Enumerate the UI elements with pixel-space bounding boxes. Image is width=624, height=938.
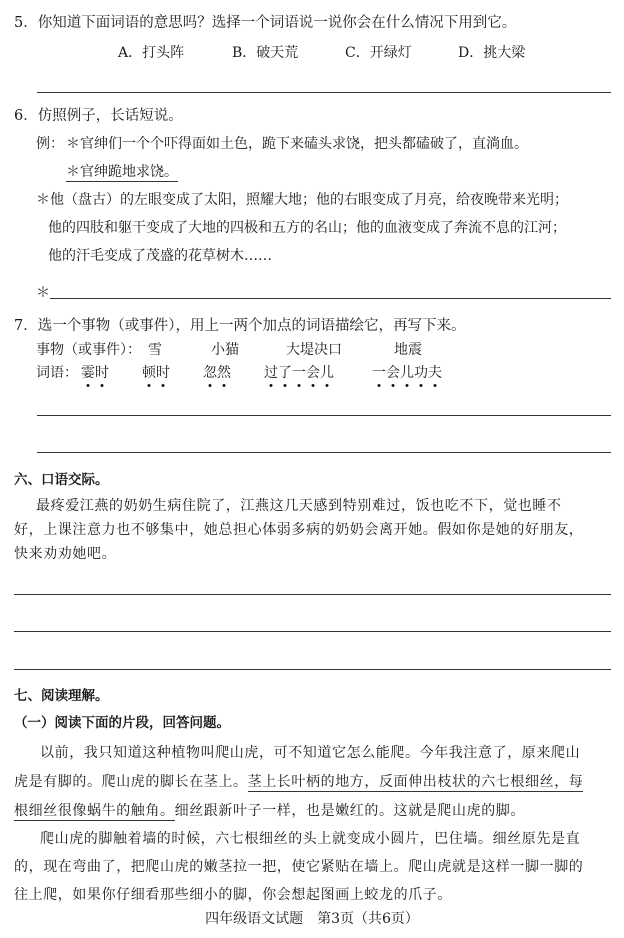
page-footer: 四年级语文试题 第3页（共6页）	[205, 911, 419, 927]
emphasis-dot-char: 顿	[142, 365, 156, 381]
q7-word-2-text	[142, 365, 170, 381]
emphasis-dot-char: 一	[372, 365, 386, 381]
q7-word-3	[203, 363, 231, 383]
q5-option-a: A．打头阵	[118, 45, 185, 61]
q6-title: 6．仿照例子，长话短说。	[14, 108, 183, 124]
q7-word-1	[81, 363, 109, 383]
emphasis-dot-char: 儿	[320, 365, 334, 381]
section6-answer-line-3[interactable]	[14, 669, 611, 670]
q6-task-line-3: 他的汗毛变成了茂盛的花草树木……	[48, 248, 272, 264]
q6-answer-line[interactable]	[50, 298, 611, 299]
q6-answer-marker: ＊	[36, 285, 50, 301]
section6-answer-line-1[interactable]	[14, 594, 611, 595]
q5-answer-line[interactable]	[37, 92, 611, 93]
section7-p1-line-3-underlined: 根细丝很像蜗牛的触角。	[14, 803, 175, 819]
q7-things-label: 事物（或事件）：	[36, 342, 141, 358]
section7-p1-line-1: 以前，我只知道这种植物叫爬山虎，可不知道它怎么能爬。今年我注意了，原来爬山	[40, 745, 581, 761]
q6-task-line-2: 他的四肢和躯干变成了大地的四极和五方的名山；他的血液变成了奔流不息的江河；	[48, 220, 566, 236]
emphasis-dot-char: 了	[278, 365, 292, 381]
q7-thing-1: 雪	[148, 342, 162, 358]
emphasis-dot-char: 时	[156, 365, 170, 381]
q7-word-3-text	[203, 365, 231, 381]
q7-answer-line-1[interactable]	[37, 415, 611, 416]
section7-title: 七、阅读理解。	[14, 688, 109, 704]
section7-p2-line-3: 往上爬，如果你仔细看那些细小的脚，你会想起图画上蛟龙的爪子。	[14, 887, 452, 903]
q6-task-line-1: ＊他（盘古）的左眼变成了太阳，照耀大地；他的右眼变成了月亮，给夜晚带来光明；	[36, 192, 568, 208]
q7-word-2	[142, 363, 170, 383]
q7-words-label: 词语：	[36, 365, 78, 381]
emphasis-dot-char: 儿	[400, 365, 414, 381]
emphasis-dot-char: 然	[217, 365, 231, 381]
emphasis-dot-char: 夫	[428, 365, 442, 381]
emphasis-dot-char: 过	[264, 365, 278, 381]
section7-p1-line-2	[14, 772, 583, 792]
section6-title: 六、口语交际。	[14, 472, 109, 488]
q7-word-1-text	[81, 365, 109, 381]
section7-p2-line-1: 爬山虎的脚触着墙的时候，六七根细丝的头上就变成小圆片，巴住墙。细丝原先是直	[40, 831, 581, 847]
q5-option-c: C．开绿灯	[345, 45, 412, 61]
section7-p1-line-2-plain: 虎是有脚的。爬山虎的脚长在茎上。	[14, 774, 248, 790]
q6-example-short	[66, 162, 178, 182]
emphasis-dot-char: 会	[386, 365, 400, 381]
section6-line-2: 好，上课注意力也不够集中，她总担心体弱多病的奶奶会离开她。假如你是她的好朋友，	[14, 522, 584, 538]
q7-title: 7．选一个事物（或事件），用上一两个加点的词语描绘它，再写下来。	[14, 318, 466, 334]
q7-thing-2: 小猫	[211, 342, 239, 358]
emphasis-dot-char: 会	[306, 365, 320, 381]
emphasis-dot-char: 时	[95, 365, 109, 381]
section6-answer-line-2[interactable]	[14, 631, 611, 632]
q5-option-d: D．挑大梁	[458, 45, 526, 61]
emphasis-dot-char: 霎	[81, 365, 95, 381]
section6-line-3: 快来劝劝她吧。	[14, 546, 117, 562]
emphasis-dot-char: 一	[292, 365, 306, 381]
section7-sub-title: （一）阅读下面的片段，回答问题。	[14, 715, 230, 731]
q6-example-prefix: 例：	[36, 136, 64, 152]
q7-thing-4: 地震	[394, 342, 422, 358]
emphasis-dot-char: 功	[414, 365, 428, 381]
q7-word-5-text	[372, 365, 442, 381]
q7-answer-line-2[interactable]	[37, 452, 611, 453]
q7-word-4-text	[264, 365, 334, 381]
q7-word-4	[264, 363, 334, 383]
emphasis-dot-char: 忽	[203, 365, 217, 381]
q6-example-long: ＊官绅们一个个吓得面如土色，跪下来磕头求饶，把头都磕破了，直淌血。	[66, 136, 528, 152]
q6-example-short-text: ＊官绅跪地求饶。	[66, 164, 178, 180]
section7-p2-line-2: 的，现在弯曲了，把爬山虎的嫩茎拉一把，使它紧贴在墙上。爬山虎就是这样一脚一脚的	[14, 859, 584, 875]
q7-thing-3: 大堤决口	[286, 342, 342, 358]
q5-title: 5．你知道下面词语的意思吗？选择一个词语说一说你会在什么情况下用到它。	[14, 15, 517, 31]
q7-word-5	[372, 363, 442, 383]
section7-p1-line-2-underlined: 茎上长叶柄的地方，反面伸出枝状的六七根细丝，每	[247, 774, 584, 790]
section7-p1-line-3-plain: 细丝跟新叶子一样，也是嫩红的。这就是爬山虎的脚。	[174, 803, 526, 819]
section6-line-1: 最疼爱江燕的奶奶生病住院了，江燕这几天感到特别难过，饭也吃不下，觉也睡不	[36, 498, 562, 514]
section7-p1-line-3	[14, 801, 525, 821]
q5-option-b: B．破天荒	[232, 45, 299, 61]
